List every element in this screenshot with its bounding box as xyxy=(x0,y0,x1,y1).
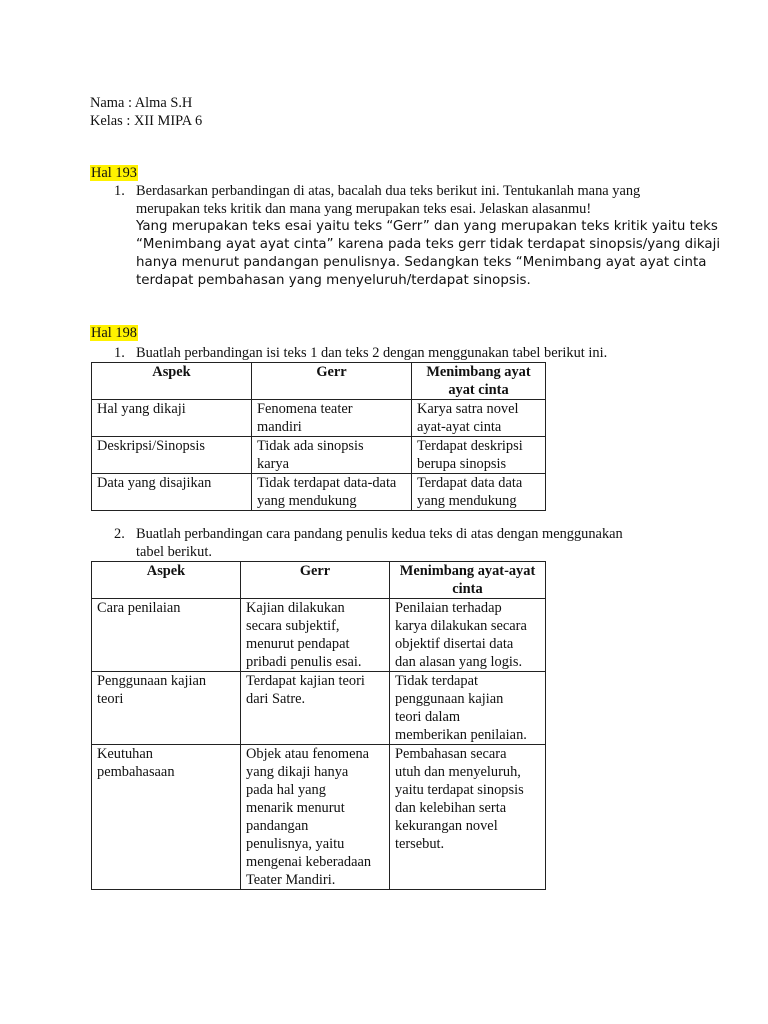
cell-text-line: Aspek xyxy=(146,563,186,579)
cell-text-line: Cara penilaian xyxy=(97,600,181,616)
table-cell xyxy=(92,599,241,672)
table-cell xyxy=(241,672,390,745)
cell-text-line: Aspek xyxy=(152,364,191,380)
question-text: tabel berikut. xyxy=(136,544,212,560)
cell-text-line: ayat-ayat cinta xyxy=(417,419,502,435)
table-header-row xyxy=(92,562,546,599)
cell-text-line: Data yang disajikan xyxy=(97,475,212,491)
cell-text-line: karya dilakukan secara xyxy=(395,618,527,634)
cell-text-line: menarik menurut xyxy=(246,800,345,816)
comparison-table-content xyxy=(91,362,546,511)
question-line: merupakan teks kritik dan mana yang merupakan teks esai. Jelaskan alasanmu! xyxy=(136,201,592,217)
cell-text-line: Terdapat kajian teori xyxy=(246,673,365,689)
cell-text-line: Gerr xyxy=(299,563,331,579)
cell-text-line: yang dikaji hanya xyxy=(246,764,349,780)
cell-text-line: pembahasaan xyxy=(97,764,175,780)
table-cell xyxy=(92,437,252,474)
section-heading-hal-193 xyxy=(90,164,138,182)
answer-line: terdapat pembahasan yang menyeluruh/terdapat sinopsis. xyxy=(136,273,531,288)
cell-text-line: mandiri xyxy=(257,419,302,435)
cell-text-line: Pembahasan secara xyxy=(395,746,507,762)
cell-text-line: Menimbang ayat-ayat xyxy=(399,563,536,579)
cell-text-line: yang mendukung xyxy=(257,493,357,509)
table-cell xyxy=(390,672,546,745)
table-row xyxy=(92,474,546,511)
section-heading-hal-198 xyxy=(90,324,138,342)
cell-text-line: Fenomena teater xyxy=(257,401,353,417)
question-text: Buatlah perbandingan isi teks 1 dan teks 2 dengan menggunakan tabel berikut ini. xyxy=(136,345,608,361)
table-row xyxy=(92,672,546,745)
table-cell xyxy=(252,437,412,474)
cell-text-line: mengenai keberadaan xyxy=(246,854,372,870)
cell-text-line: utuh dan menyeluruh, xyxy=(395,764,521,780)
question-text: Buatlah perbandingan cara pandang penulis kedua teks di atas dengan menggunakan xyxy=(136,526,623,542)
item-number: 1. xyxy=(114,345,125,361)
cell-text-line: Terdapat deskripsi xyxy=(417,438,523,454)
table-header-cell xyxy=(92,363,252,400)
table-header-cell xyxy=(390,562,546,599)
table-header-cell xyxy=(412,363,546,400)
cell-text-line: dan kelebihan serta xyxy=(395,800,507,816)
table-cell xyxy=(92,672,241,745)
answer-line: Yang merupakan teks esai yaitu teks “Gerr” dan yang merupakan teks kritik yaitu teks xyxy=(136,219,718,234)
cell-text-line: Terdapat data data xyxy=(417,475,523,491)
table-row xyxy=(92,745,546,890)
student-name: Nama : Alma S.H xyxy=(90,95,193,111)
table-header-row xyxy=(92,363,546,400)
table-cell xyxy=(412,437,546,474)
table-header-cell xyxy=(92,562,241,599)
cell-text-line: Hal yang dikaji xyxy=(97,401,186,417)
table-cell xyxy=(241,745,390,890)
cell-text-line: Keutuhan xyxy=(97,746,153,762)
cell-text-line: Karya satra novel xyxy=(417,401,519,417)
comparison-table-viewpoint xyxy=(91,561,546,890)
item-number: 2. xyxy=(114,526,125,542)
cell-text-line: Penilaian terhadap xyxy=(395,600,502,616)
student-class: Kelas : XII MIPA 6 xyxy=(90,113,203,129)
table-cell xyxy=(92,474,252,511)
cell-text-line: dari Satre. xyxy=(246,691,306,707)
cell-text-line: berupa sinopsis xyxy=(417,456,507,472)
cell-text-line: penggunaan kajian xyxy=(395,691,504,707)
cell-text-line: Tidak ada sinopsis xyxy=(257,438,364,454)
cell-text-line: secara subjektif, xyxy=(246,618,340,634)
table-header-cell xyxy=(241,562,390,599)
table-row xyxy=(92,599,546,672)
cell-text-line: Objek atau fenomena xyxy=(246,746,370,762)
cell-text-line: memberikan penilaian. xyxy=(395,727,527,743)
table-cell xyxy=(390,599,546,672)
answer-line: hanya menurut pandangan penulisnya. Sedangkan teks “Menimbang ayat ayat cinta xyxy=(136,255,707,270)
table-cell xyxy=(412,400,546,437)
table-row xyxy=(92,437,546,474)
cell-text-line: pada hal yang xyxy=(246,782,326,798)
cell-text-line: Kajian dilakukan xyxy=(246,600,345,616)
cell-text-line: kekurangan novel xyxy=(395,818,498,834)
table-cell xyxy=(92,400,252,437)
table-cell xyxy=(252,400,412,437)
cell-text-line: yaitu terdapat sinopsis xyxy=(395,782,524,798)
cell-text-line: teori dalam xyxy=(395,709,461,725)
table-cell xyxy=(412,474,546,511)
table-cell xyxy=(252,474,412,511)
cell-text-line: ayat cinta xyxy=(448,382,509,398)
answer-line: “Menimbang ayat ayat cinta” karena pada teks gerr tidak terdapat sinopsis/yang dikaji xyxy=(136,237,721,252)
cell-text-line: Gerr xyxy=(316,364,347,380)
table-cell xyxy=(92,745,241,890)
highlighted-heading: Hal 193 xyxy=(91,165,137,181)
cell-text-line: tersebut. xyxy=(395,836,445,852)
table-cell xyxy=(241,599,390,672)
highlighted-heading: Hal 198 xyxy=(91,325,137,341)
cell-text-line: teori xyxy=(97,691,124,707)
cell-text-line: objektif disertai data xyxy=(395,636,514,652)
table-header-cell xyxy=(252,363,412,400)
cell-text-line: Tidak terdapat xyxy=(395,673,478,689)
cell-text-line: Menimbang ayat xyxy=(426,364,531,380)
cell-text-line: yang mendukung xyxy=(417,493,517,509)
cell-text-line: pandangan xyxy=(246,818,309,834)
cell-text-line: pribadi penulis esai. xyxy=(246,654,362,670)
cell-text-line: Teater Mandiri. xyxy=(246,872,336,888)
cell-text-line: dan alasan yang logis. xyxy=(395,654,523,670)
cell-text-line: karya xyxy=(257,456,289,472)
cell-text-line: cinta xyxy=(452,581,483,597)
cell-text-line: penulisnya, yaitu xyxy=(246,836,345,852)
question-line: Berdasarkan perbandingan di atas, bacalah dua teks berikut ini. Tentukanlah mana yang xyxy=(136,183,641,199)
cell-text-line: Deskripsi/Sinopsis xyxy=(97,438,205,454)
cell-text-line: Penggunaan kajian xyxy=(97,673,207,689)
cell-text-line: Tidak terdapat data-data xyxy=(257,475,397,491)
table-row xyxy=(92,400,546,437)
table-cell xyxy=(390,745,546,890)
item-number: 1. xyxy=(114,183,125,199)
cell-text-line: menurut pendapat xyxy=(246,636,350,652)
